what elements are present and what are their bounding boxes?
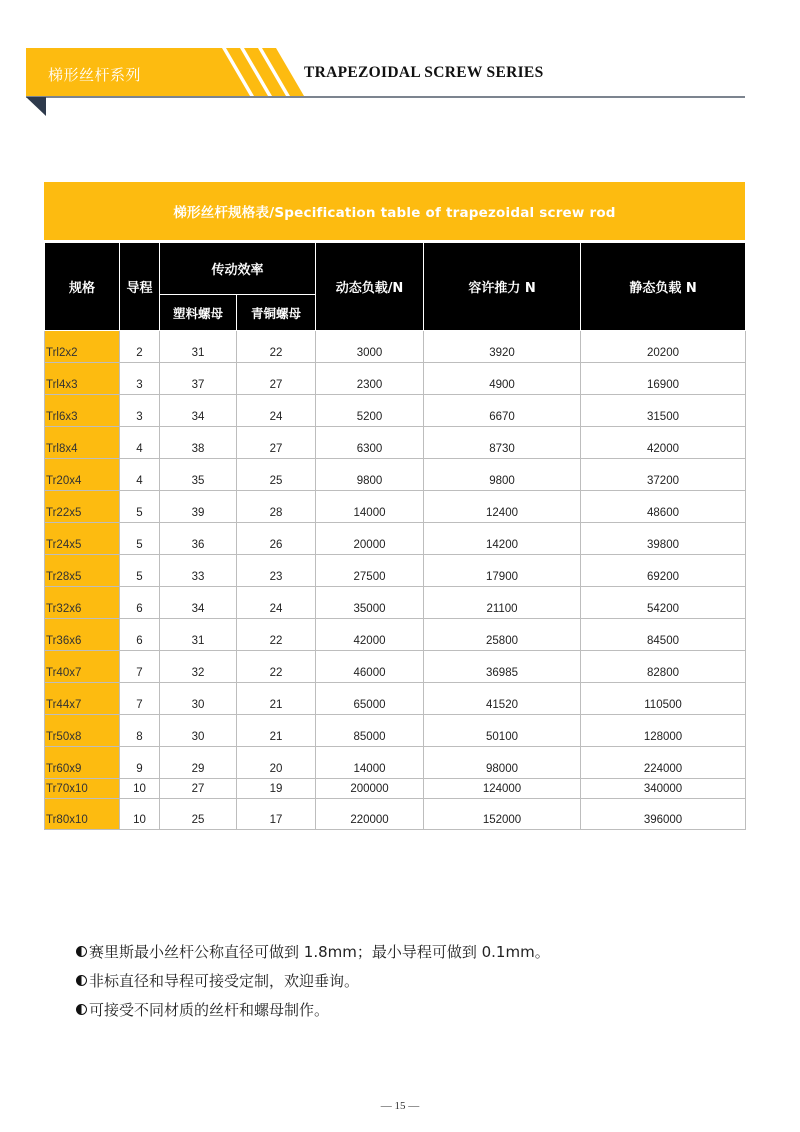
spec-cell: Trl6x3	[45, 395, 120, 427]
plastic-nut-efficiency-cell: 32	[160, 651, 237, 683]
plastic-nut-efficiency-cell: 34	[160, 587, 237, 619]
bronze-nut-efficiency-cell: 21	[237, 683, 316, 715]
table-row	[45, 395, 746, 427]
lead-cell: 10	[120, 779, 160, 799]
lead-cell: 3	[120, 363, 160, 395]
bronze-nut-efficiency-cell: 28	[237, 491, 316, 523]
static-load-cell: 20200	[581, 331, 746, 363]
note-item	[76, 937, 550, 966]
page-header	[0, 0, 800, 120]
dynamic-load-cell: 20000	[316, 523, 424, 555]
plastic-nut-efficiency-cell: 27	[160, 779, 237, 799]
static-load-cell: 37200	[581, 459, 746, 491]
note-text: 可接受不同材质的丝杆和螺母制作。	[89, 1001, 330, 1019]
table-row	[45, 555, 746, 587]
allowable-thrust-cell: 36985	[424, 651, 581, 683]
series-title-cn: 梯形丝杆系列	[48, 66, 142, 84]
spec-table-section	[44, 182, 745, 830]
static-load-cell: 110500	[581, 683, 746, 715]
table-row	[45, 715, 746, 747]
static-load-cell: 42000	[581, 427, 746, 459]
plastic-nut-efficiency-cell: 31	[160, 331, 237, 363]
dynamic-load-cell: 65000	[316, 683, 424, 715]
dynamic-load-cell: 6300	[316, 427, 424, 459]
spec-cell: Tr24x5	[45, 523, 120, 555]
lead-cell: 3	[120, 395, 160, 427]
allowable-thrust-cell: 4900	[424, 363, 581, 395]
plastic-nut-efficiency-cell: 37	[160, 363, 237, 395]
spec-table	[44, 242, 746, 830]
table-row	[45, 619, 746, 651]
dynamic-load-cell: 14000	[316, 747, 424, 779]
header-lead: 导程	[120, 243, 160, 331]
spec-cell: Tr20x4	[45, 459, 120, 491]
bronze-nut-efficiency-cell: 22	[237, 619, 316, 651]
lead-cell: 7	[120, 651, 160, 683]
spec-cell: Tr32x6	[45, 587, 120, 619]
dynamic-load-cell: 2300	[316, 363, 424, 395]
lead-cell: 5	[120, 555, 160, 587]
allowable-thrust-cell: 9800	[424, 459, 581, 491]
bronze-nut-efficiency-cell: 25	[237, 459, 316, 491]
static-load-cell: 31500	[581, 395, 746, 427]
lead-cell: 4	[120, 427, 160, 459]
header-dynamic-load: 动态负载/N	[316, 243, 424, 331]
plastic-nut-efficiency-cell: 30	[160, 683, 237, 715]
lead-cell: 6	[120, 619, 160, 651]
table-row	[45, 427, 746, 459]
bronze-nut-efficiency-cell: 19	[237, 779, 316, 799]
static-load-cell: 69200	[581, 555, 746, 587]
lead-cell: 5	[120, 491, 160, 523]
half-circle-bullet-icon	[76, 975, 87, 986]
bronze-nut-efficiency-cell: 21	[237, 715, 316, 747]
table-row	[45, 491, 746, 523]
table-row	[45, 799, 746, 830]
plastic-nut-efficiency-cell: 34	[160, 395, 237, 427]
static-load-cell: 16900	[581, 363, 746, 395]
dynamic-load-cell: 27500	[316, 555, 424, 587]
table-row	[45, 523, 746, 555]
lead-cell: 4	[120, 459, 160, 491]
lead-cell: 2	[120, 331, 160, 363]
bronze-nut-efficiency-cell: 27	[237, 427, 316, 459]
bronze-nut-efficiency-cell: 24	[237, 587, 316, 619]
bronze-nut-efficiency-cell: 24	[237, 395, 316, 427]
spec-cell: Trl2x2	[45, 331, 120, 363]
static-load-cell: 39800	[581, 523, 746, 555]
dynamic-load-cell: 46000	[316, 651, 424, 683]
bronze-nut-efficiency-cell: 23	[237, 555, 316, 587]
table-row	[45, 331, 746, 363]
plastic-nut-efficiency-cell: 31	[160, 619, 237, 651]
header-efficiency: 传动效率	[160, 243, 316, 295]
spec-table-title: 梯形丝杆规格表/Specification table of trapezoidal screw rod	[44, 182, 745, 240]
plastic-nut-efficiency-cell: 33	[160, 555, 237, 587]
table-row	[45, 651, 746, 683]
bronze-nut-efficiency-cell: 22	[237, 331, 316, 363]
allowable-thrust-cell: 14200	[424, 523, 581, 555]
allowable-thrust-cell: 124000	[424, 779, 581, 799]
header-static-load: 静态负载 N	[581, 243, 746, 331]
static-load-cell: 82800	[581, 651, 746, 683]
dynamic-load-cell: 35000	[316, 587, 424, 619]
table-row	[45, 779, 746, 799]
allowable-thrust-cell: 50100	[424, 715, 581, 747]
static-load-cell: 396000	[581, 799, 746, 830]
lead-cell: 7	[120, 683, 160, 715]
allowable-thrust-cell: 152000	[424, 799, 581, 830]
bronze-nut-efficiency-cell: 27	[237, 363, 316, 395]
spec-cell: Tr50x8	[45, 715, 120, 747]
lead-cell: 9	[120, 747, 160, 779]
spec-table-body	[45, 331, 746, 830]
dynamic-load-cell: 200000	[316, 779, 424, 799]
allowable-thrust-cell: 41520	[424, 683, 581, 715]
half-circle-bullet-icon	[76, 1004, 87, 1015]
allowable-thrust-cell: 3920	[424, 331, 581, 363]
header-plastic-nut: 塑料螺母	[160, 295, 237, 331]
plastic-nut-efficiency-cell: 35	[160, 459, 237, 491]
bronze-nut-efficiency-cell: 26	[237, 523, 316, 555]
page-number: — 15 —	[380, 1100, 420, 1112]
allowable-thrust-cell: 17900	[424, 555, 581, 587]
lead-cell: 6	[120, 587, 160, 619]
static-load-cell: 224000	[581, 747, 746, 779]
lead-cell: 10	[120, 799, 160, 830]
lead-cell: 8	[120, 715, 160, 747]
header-bronze-nut: 青铜螺母	[237, 295, 316, 331]
table-row	[45, 363, 746, 395]
spec-cell: Tr28x5	[45, 555, 120, 587]
allowable-thrust-cell: 98000	[424, 747, 581, 779]
static-load-cell: 128000	[581, 715, 746, 747]
spec-cell: Tr70x10	[45, 779, 120, 799]
dynamic-load-cell: 85000	[316, 715, 424, 747]
bronze-nut-efficiency-cell: 20	[237, 747, 316, 779]
spec-cell: Tr36x6	[45, 619, 120, 651]
table-row	[45, 587, 746, 619]
note-text: 非标直径和导程可接受定制，欢迎垂询。	[89, 972, 360, 990]
dynamic-load-cell: 9800	[316, 459, 424, 491]
plastic-nut-efficiency-cell: 39	[160, 491, 237, 523]
notes-list	[76, 937, 550, 1024]
static-load-cell: 340000	[581, 779, 746, 799]
table-row	[45, 747, 746, 779]
spec-cell: Trl4x3	[45, 363, 120, 395]
spec-cell: Tr44x7	[45, 683, 120, 715]
dynamic-load-cell: 3000	[316, 331, 424, 363]
allowable-thrust-cell: 12400	[424, 491, 581, 523]
dynamic-load-cell: 220000	[316, 799, 424, 830]
lead-cell: 5	[120, 523, 160, 555]
note-text: 赛里斯最小丝杆公称直径可做到 1.8mm；最小导程可做到 0.1mm。	[89, 943, 550, 961]
dynamic-load-cell: 42000	[316, 619, 424, 651]
plastic-nut-efficiency-cell: 38	[160, 427, 237, 459]
spec-cell: Tr60x9	[45, 747, 120, 779]
spec-cell: Tr40x7	[45, 651, 120, 683]
header-spec: 规格	[45, 243, 120, 331]
note-item	[76, 995, 550, 1024]
allowable-thrust-cell: 6670	[424, 395, 581, 427]
static-load-cell: 84500	[581, 619, 746, 651]
spec-cell: Tr80x10	[45, 799, 120, 830]
series-title-en: TRAPEZOIDAL SCREW SERIES	[304, 64, 544, 81]
plastic-nut-efficiency-cell: 30	[160, 715, 237, 747]
plastic-nut-efficiency-cell: 25	[160, 799, 237, 830]
bronze-nut-efficiency-cell: 22	[237, 651, 316, 683]
bronze-nut-efficiency-cell: 17	[237, 799, 316, 830]
allowable-thrust-cell: 21100	[424, 587, 581, 619]
half-circle-bullet-icon	[76, 946, 87, 957]
table-row	[45, 683, 746, 715]
plastic-nut-efficiency-cell: 36	[160, 523, 237, 555]
header-banner-graphic	[0, 0, 800, 120]
dynamic-load-cell: 5200	[316, 395, 424, 427]
allowable-thrust-cell: 8730	[424, 427, 581, 459]
allowable-thrust-cell: 25800	[424, 619, 581, 651]
plastic-nut-efficiency-cell: 29	[160, 747, 237, 779]
dynamic-load-cell: 14000	[316, 491, 424, 523]
note-item	[76, 966, 550, 995]
spec-cell: Tr22x5	[45, 491, 120, 523]
static-load-cell: 54200	[581, 587, 746, 619]
header-allowable-thrust: 容许推力 N	[424, 243, 581, 331]
static-load-cell: 48600	[581, 491, 746, 523]
table-row	[45, 459, 746, 491]
spec-cell: Trl8x4	[45, 427, 120, 459]
